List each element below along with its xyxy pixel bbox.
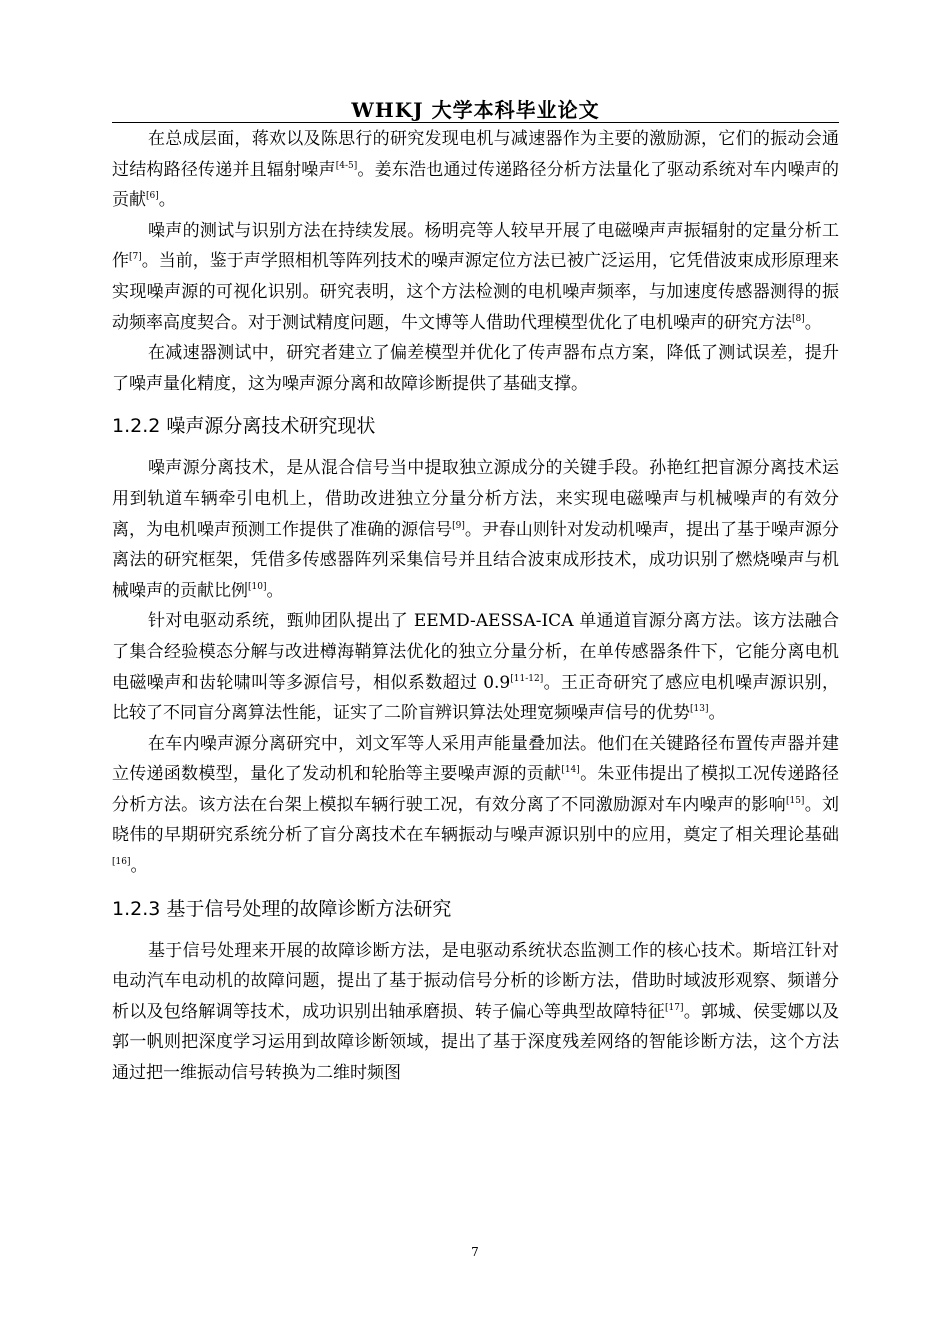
paragraph-text: 。 (708, 703, 726, 724)
citation: [17] (665, 1002, 684, 1013)
paragraph (112, 936, 839, 1089)
paragraph (112, 216, 839, 338)
paragraph-text: 在总成层面，蒋欢以及陈思行的研究发现电机与减速器作为主要的激励源，它们的振动会通过结构路径传递并且辐射噪声 (112, 129, 839, 180)
paragraph-text: 。王正奇研究了感应电机噪声源识别，比较了不同盲分离算法性能，证实了二阶盲辨识算法处理宽频噪声信号的优势 (112, 672, 839, 724)
paragraph-text: 。 (804, 312, 822, 333)
citation: [4-5] (335, 160, 358, 171)
paragraph-text: 基于信号处理来开展的故障诊断方法，是电驱动系统状态监测工作的核心技术。斯培江针对电动汽车电动机的故障问题，提出了基于振动信号分析的诊断方法，借助时域波形观察、频谱分析以及包络解调等技术，成功识别出轴承磨损、转子偏心等典型故障特征 (112, 940, 839, 1022)
citation: [11-12] (510, 673, 544, 684)
paragraph-text: 噪声的测试与识别方法在持续发展。杨明亮等人较早开展了电磁噪声声振辐射的定量分析工作 (112, 220, 839, 272)
citation: [6] (146, 191, 159, 202)
paragraph (112, 124, 839, 216)
paragraph-text: 在减速器测试中，研究者建立了偏差模型并优化了传声器布点方案，降低了测试误差，提升了噪声量化精度，这为噪声源分离和故障诊断提供了基础支撑。 (112, 343, 839, 394)
citation: [9] (452, 520, 465, 531)
paragraph (112, 338, 839, 399)
paragraph (112, 729, 839, 882)
citation: [13] (690, 704, 709, 715)
citation: [7] (129, 252, 142, 263)
citation: [10] (248, 581, 267, 592)
paragraph-text: 噪声源分离技术，是从混合信号当中提取独立源成分的关键手段。孙艳红把盲源分离技术运用到轨道车辆牵引电机上，借助改进独立分量分析方法，来实现电磁噪声与机械噪声的有效分离，为电机噪声预测工作提供了准确的源信号 (112, 458, 839, 540)
citation: [15] (785, 795, 805, 806)
paragraph (112, 453, 839, 606)
paragraph-text: 。郭城、侯雯娜以及郭一帆则把深度学习运用到故障诊断领域，提出了基于深度残差网络的智能诊断方法，这个方法通过把一维振动信号转换为二维时频图 (112, 1001, 840, 1084)
section-heading: 1.2.2 噪声源分离技术研究现状 (112, 415, 376, 438)
paragraph-text: 。朱亚伟提出了模拟工况传递路径分析方法。该方法在台架上模拟车辆行驶工况，有效分离了不同激励源对车内噪声的影响 (112, 764, 840, 815)
paragraph-text: 。 (130, 856, 148, 877)
paragraph-text: 。 (266, 580, 284, 601)
paragraph-text: 。当前，鉴于声学照相机等阵列技术的噪声源定位方法已被广泛运用，它凭借波束成形原理来实现噪声源的可视化识别。研究表明，这个方法检测的电机噪声频率，与加速度传感器测得的振动频率高度契合。对于测试精度问题，牛文博等人借助代理模型优化了电机噪声的研究方法 (112, 251, 840, 333)
citation: [8] (792, 313, 805, 324)
citation: [14] (561, 765, 580, 776)
running-header: WHKJ 大学本科毕业论文 (351, 98, 600, 122)
paragraph-text: 。姜东浩也通过传递路径分析方法量化了驱动系统对车内噪声的贡献 (112, 159, 840, 211)
paragraph-text: 。 (158, 190, 176, 211)
header-rule (112, 122, 839, 123)
citation: [16] (112, 857, 131, 868)
page-number: 7 (471, 1245, 479, 1259)
paragraph-text: 针对电驱动系统，甄帅团队提出了 EEMD-AESSA-ICA 单通道盲源分离方法。该方法融合了集合经验模态分解与改进樽海鞘算法优化的独立分量分析，在单传感器条件下，它能分离电机电磁噪声和齿轮啸叫等多源信号，相似系数超过 0.9 (112, 611, 839, 693)
paragraph-text: 。刘晓伟的早期研究系统分析了盲分离技术在车辆振动与噪声源识别中的应用，奠定了相关理论基础 (112, 794, 839, 846)
section-heading: 1.2.3 基于信号处理的故障诊断方法研究 (112, 897, 452, 920)
page-body (112, 124, 839, 1089)
paragraph-text: 在车内噪声源分离研究中，刘文军等人采用声能量叠加法。他们在关键路径布置传声器并建立传递函数模型，量化了发动机和轮胎等主要噪声源的贡献 (112, 733, 839, 785)
paragraph (112, 606, 839, 728)
paragraph-text: 。尹春山则针对发动机噪声，提出了基于噪声源分离法的研究框架，凭借多传感器阵列采集信号并且结合波束成形技术，成功识别了燃烧噪声与机械噪声的贡献比例 (112, 519, 840, 601)
